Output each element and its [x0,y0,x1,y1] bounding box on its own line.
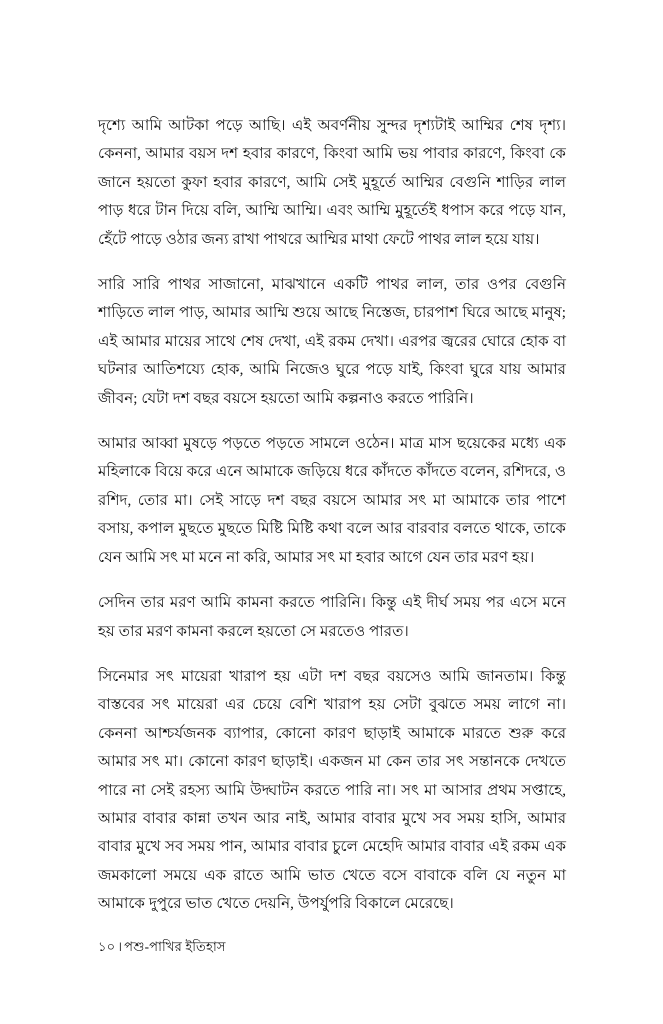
paragraph: সারি সারি পাথর সাজানো, মাঝখানে একটি পাথর লাল, তার ওপর বেগুনি শাড়িতে লাল পাড়, আমার আম্মি শুয়ে আছে নিস্তেজ, চারপাশ ঘিরে আছে মানুষ; এই আমার মায়ের সাথে শেষ দেখা, এই রকম দেখা। এরপর জ্বরের ঘোরে হোক বা ঘটনার আতিশয্যে হোক, আমি নিজেও ঘুরে পড়ে যাই, কিংবা ঘুরে যায় আমার জীবন; যেটা দশ বছর বয়সে হয়তো আমি কল্পনাও করতে পারিনি। [98,277,566,407]
paragraph: দৃশ্যে আমি আটকা পড়ে আছি। এই অবর্ণনীয় সুন্দর দৃশ্যটাই আম্মির শেষ দৃশ্য। কেননা, আমার বয়স দশ হবার কারণে, কিংবা আমি ভয় পাবার কারণে, কিংবা কে জানে হয়তো কুফা হবার কারণে, আমি সেই মুহূর্তে আম্মির বেগুনি শাড়ির লাল পাড় ধরে টান দিয়ে বলি, আম্মি আম্মি। এবং আম্মি মুহূর্তেই ধপাস করে পড়ে যান, হেঁটে পাড়ে ওঠার জন্য রাখা পাথরে আম্মির মাথা ফেটে পাথর লাল হয়ে যায়। [98,118,566,248]
book-title: পশু-পাখির ইতিহাস [124,939,226,954]
page-number: ১০ [98,939,116,954]
paragraph: আমার আব্বা মুষড়ে পড়তে পড়তে সামলে ওঠেন। মাত্র মাস ছয়েকের মধ্যে এক মহিলাকে বিয়ে করে এনে আমাকে জড়িয়ে ধরে কাঁদতে কাঁদতে বলেন, রশিদরে, ও রশিদ, তোর মা। সেই সাড়ে দশ বছর বয়সে আমার সৎ মা আমাকে তার পাশে বসায়, কপাল মুছতে মুছতে মিষ্টি মিষ্টি কথা বলে আর বারবার বলতে থাকে, তাকে যেন আমি সৎ মা মনে না করি, আমার সৎ মা হবার আগে যেন তার মরণ হয়। [98,436,566,566]
footer-separator: । [117,939,123,954]
page-text-block [98,112,566,919]
paragraph: সেদিন তার মরণ আমি কামনা করতে পারিনি। কিন্তু এই দীর্ঘ সময় পর এসে মনে হয় তার মরণ কামনা করলে হয়তো সে মরতেও পারত। [98,595,566,640]
page-footer [98,938,566,956]
paragraph: সিনেমার সৎ মায়েরা খারাপ হয় এটা দশ বছর বয়সেও আমি জানতাম। কিন্তু বাস্তবের সৎ মায়েরা এর চেয়ে বেশি খারাপ হয় সেটা বুঝতে সময় লাগে না। কেননা আশ্চর্যজনক ব্যাপার, কোনো কারণ ছাড়াই আমাকে মারতে শুরু করে আমার সৎ মা। কোনো কারণ ছাড়াই। একজন মা কেন তার সৎ সন্তানকে দেখতে পারে না সেই রহস্য আমি উদ্ঘাটন করতে পারি না। সৎ মা আসার প্রথম সপ্তাহে, আমার বাবার কান্না তখন আর নাই, আমার বাবার মুখে সব সময় হাসি, আমার বাবার মুখে সব সময় পান, আমার বাবার চুলে মেহেদি আমার বাবার এই রকম এক জমকালো সময়ে এক রাতে আমি ভাত খেতে বসে বাবাকে বলি যে নতুন মা আমাকে দুপুরে ভাত খেতে দেয়নি, উপর্যুপরি বিকালে মেরেছে। [98,668,566,913]
